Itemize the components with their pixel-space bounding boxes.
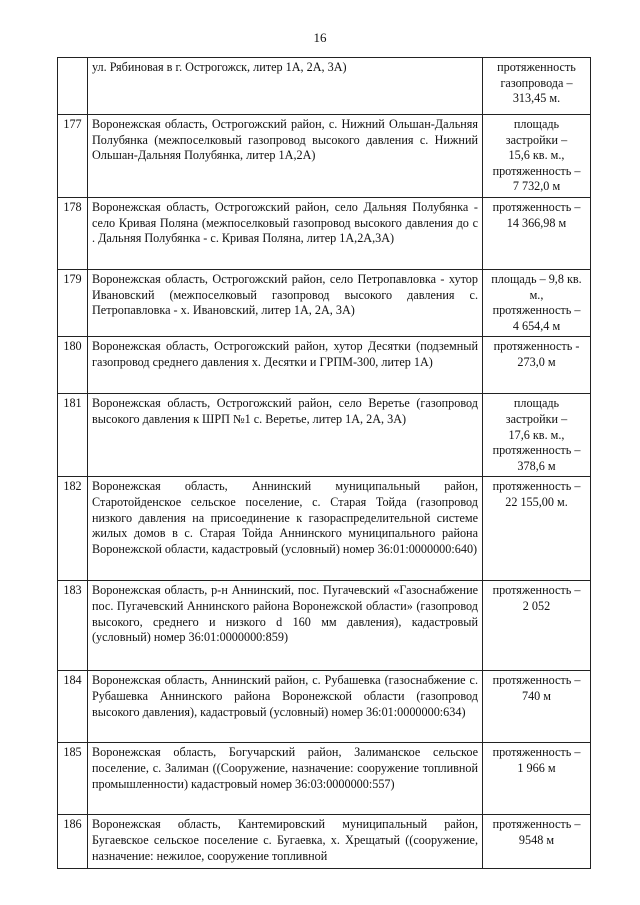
- table-row: [58, 269, 591, 336]
- measure-line: 15,6 кв. м.,: [508, 148, 565, 163]
- object-measure: [483, 58, 591, 115]
- table-row: [58, 815, 591, 869]
- row-number: 184: [58, 671, 88, 743]
- measure-line: протяженность: [497, 60, 576, 74]
- measure-line: 2 052: [522, 598, 551, 613]
- object-description-text: Воронежская область, Кантемировский муниципальный район, Бугаевское сельское поселение с. Бугаевка, х. Хрещатый ((сооружение, назначение: нежилое, сооружение топливной: [92, 817, 478, 863]
- object-description: Воронежская область, Острогожский район, село Петропавловка - хутор Ивановский (межпоселковый газопровод высокого давления с. Петропавловка - х. Ивановский, литер 1А, 2А, 3А): [88, 269, 483, 336]
- row-number: 180: [58, 337, 88, 394]
- measure-line: протяженность –: [492, 583, 581, 598]
- register-table: [57, 57, 591, 869]
- row-number: 182: [58, 477, 88, 581]
- table-row: [58, 671, 591, 743]
- object-measure: [483, 581, 591, 671]
- measure-line: газопровода –: [500, 75, 573, 90]
- measure-line: 378,6 м: [517, 458, 556, 473]
- object-description: [88, 815, 483, 869]
- measure-line: 14 366,98 м: [506, 215, 567, 230]
- object-description: Воронежская область, Острогожский район, село Веретье (газопровод высокого давления к ШРП №1 с. Веретье, литер 1А, 2А, 3А): [88, 394, 483, 477]
- measure-line: протяженность –: [492, 443, 581, 458]
- measure-line: протяженность -: [493, 339, 580, 354]
- table-row: [58, 477, 591, 581]
- measure-line: протяженность –: [492, 817, 581, 832]
- table-row: [58, 394, 591, 477]
- table-row: [58, 115, 591, 198]
- row-number: 181: [58, 394, 88, 477]
- object-description: Воронежская область, р-н Аннинский, пос. Пугачевский «Газоснабжение пос. Пугачевский Аннинского района Воронежской области» (газопровод высокого, среднего и низкого d 160 мм давления), кадастровый (условный) номер 36:01:0000000:859): [88, 581, 483, 671]
- table-row: [58, 581, 591, 671]
- page-number: 16: [313, 30, 327, 45]
- object-description: Воронежская область, Острогожский район, хутор Десятки (подземный газопровод среднего давления х. Десятки и ГРПМ-300, литер 1А): [88, 337, 483, 394]
- measure-line: 1 966 м: [517, 760, 556, 775]
- object-description: ул. Рябиновая в г. Острогожск, литер 1А, 2А, 3А): [88, 58, 483, 115]
- object-measure: [483, 743, 591, 815]
- row-number: 186: [58, 815, 88, 869]
- table-row: [58, 197, 591, 269]
- measure-line: протяженность –: [492, 745, 581, 760]
- object-measure: [483, 269, 591, 336]
- measure-line: протяженность –: [492, 673, 581, 688]
- measure-line: протяженность –: [492, 303, 581, 318]
- measure-line: 17,6 кв. м.,: [508, 427, 565, 442]
- object-description: Воронежская область, Аннинский муниципальный район, Старотойденское сельское поселение, с. Старая Тойда (газопровод низкого давления на присоединение к газораспределительной системе жилых домов в с. Старая Тойда Аннинского муниципального района Воронежской области, кадастровый (условный) номер 36:01:0000000:640): [88, 477, 483, 581]
- object-measure: [483, 815, 591, 869]
- object-measure: [483, 115, 591, 198]
- measure-line: 22 155,00 м.: [505, 494, 568, 509]
- object-measure: [483, 394, 591, 477]
- row-number: 183: [58, 581, 88, 671]
- object-measure: [483, 671, 591, 743]
- measure-line: протяженность –: [492, 479, 581, 494]
- measure-line: 273,0 м: [517, 354, 556, 369]
- object-measure: [483, 337, 591, 394]
- measure-line: площадь – 9,8 кв. м.,: [491, 271, 582, 302]
- row-number: 177: [58, 115, 88, 198]
- object-measure: [483, 197, 591, 269]
- object-description: Воронежская область, Острогожский район, с. Нижний Ольшан-Дальняя Полубянка (межпоселковый газопровод высокого давления с. Нижний Ольшан-Дальняя Полубянка, литер 1А,2А): [88, 115, 483, 198]
- table-row: [58, 58, 591, 115]
- measure-line: площадь застройки –: [505, 396, 568, 426]
- measure-line: 7 732,0 м: [512, 179, 561, 194]
- measure-line: протяженность –: [492, 199, 581, 214]
- row-number: 185: [58, 743, 88, 815]
- object-description: Воронежская область, Аннинский район, с. Рубашевка (газоснабжение с. Рубашевка Аннинского района Воронежской области (газопровод высокого давления), кадастровый (условный) номер 36:01:0000000:634): [88, 671, 483, 743]
- measure-line: 9548 м: [518, 832, 555, 847]
- table-row: [58, 743, 591, 815]
- row-number: 178: [58, 197, 88, 269]
- row-number: [58, 58, 88, 115]
- object-measure: [483, 477, 591, 581]
- object-description: Воронежская область, Острогожский район, село Дальняя Полубянка - село Кривая Поляна (межпоселковый газопровод высокого давления до с . Дальняя Полубянка - с. Кривая Поляна, литер 1А,2А,3А): [88, 197, 483, 269]
- measure-line: 4 654,4 м: [512, 318, 561, 333]
- measure-line: протяженность –: [492, 163, 581, 178]
- object-description: Воронежская область, Богучарский район, Залиманское сельское поселение, с. Залиман ((Сооружение, назначение: сооружение топливной промышленности) кадастровый номер 36:03:0000000:557): [88, 743, 483, 815]
- measure-line: 313,45 м.: [512, 91, 561, 106]
- measure-line: площадь застройки –: [505, 117, 568, 147]
- table-row: [58, 337, 591, 394]
- row-number: 179: [58, 269, 88, 336]
- measure-line: 740 м: [521, 688, 552, 703]
